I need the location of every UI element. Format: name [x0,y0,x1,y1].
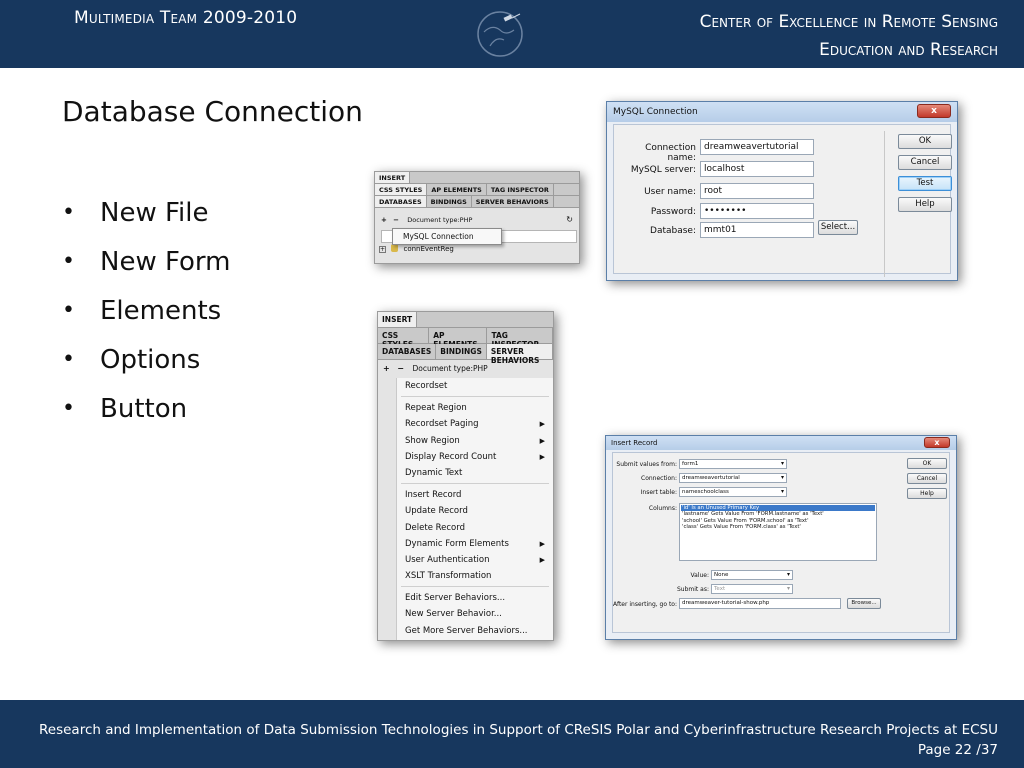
menu-item-label: Edit Server Behaviors... [405,593,506,604]
menu-item-label: New Server Behavior... [405,609,502,620]
dropdown-arrow-icon: ▾ [780,488,784,495]
tab-ap-elements[interactable]: AP [429,328,487,343]
menu-item-label: Update Record [405,506,468,517]
bullet-text: New File [100,197,209,228]
list-item[interactable]: 'class' Gets Value From 'FORM.class' as 'Text' [682,524,801,531]
tree-item-row [379,244,454,253]
bullet-text: New Form [100,246,231,277]
menu-item[interactable] [397,606,553,622]
mysql-connection-popup-item[interactable]: MySQL Connection [392,228,502,245]
bullet-dot-icon: • [62,200,75,225]
menu-item-label: Dynamic Form Elements [405,538,509,549]
connection-select[interactable] [679,473,787,483]
server-behaviors-panel [377,311,554,641]
tab-ap-elements[interactable]: AP ELEMENTS [427,184,487,195]
ok-button[interactable]: OK [907,458,947,469]
mysql-connection-dialog [606,101,958,281]
field-label: Submit values from: [616,461,677,468]
connection-name-input[interactable]: dreamweavertutorial [700,139,814,155]
menu-item-label: Show Region [405,435,460,446]
select-value: nameschoolclass [682,489,729,495]
submenu-arrow-icon: ▶ [539,539,545,548]
tab-bindings[interactable]: BINDINGS [427,196,472,207]
bullet-dot-icon: • [62,347,75,372]
field-label: MySQL server: [630,165,696,175]
tab-insert[interactable]: INSERT [375,172,410,183]
tab-databases[interactable]: DATABASES [378,344,436,359]
divider [884,131,885,277]
footer-text: Research and Implementation of Data Submission Technologies in Support of CReSIS Polar and Cyberinfrastructure Research Projects at ECSU [39,722,998,738]
tab-server-behaviors[interactable]: SERVER BEHAVIORS [472,196,554,207]
satellite-globe-logo-icon [474,6,526,58]
menu-item-label: Delete Record [405,522,465,533]
submit-as-select[interactable] [711,584,793,594]
bullet-list [62,188,230,433]
menu-item[interactable] [397,378,553,394]
databases-panel-small [374,171,580,264]
header-left-title: Multimedia Team 2009-2010 [74,8,298,28]
user-name-input[interactable]: root [700,183,814,199]
bullet-item [62,237,230,286]
field-label: User name: [644,187,696,197]
bullet-text: Elements [100,295,222,326]
refresh-icon[interactable]: ↻ [566,215,573,224]
after-inserting-input[interactable]: dreamweaver-tutorial-show.php [679,598,841,609]
panel-tabs-databases [375,196,579,208]
field-label: Insert table: [640,489,677,496]
menu-item[interactable] [397,590,553,606]
bullet-dot-icon: • [62,396,75,421]
tree-item-label[interactable]: connEventReg [403,245,454,253]
bullet-item [62,384,230,433]
menu-item[interactable] [397,568,553,584]
tab-bindings[interactable]: BINDINGS [436,344,487,359]
doc-type-label: Document type:PHP [407,216,473,224]
field-label: Database: [650,226,696,236]
insert-table-select[interactable] [679,487,787,497]
field-label: Submit as: [676,586,709,593]
field-label: Connection name: [645,143,696,163]
close-icon[interactable]: x [917,104,951,118]
panel-tabs-css [378,328,553,344]
password-input[interactable]: •••••••• [700,203,814,219]
menu-item[interactable] [397,465,553,481]
menu-item[interactable] [397,552,553,568]
footer-bar [0,700,1024,768]
list-item[interactable]: 'school' Gets Value From 'FORM.school' as 'Text' [682,517,809,524]
bullet-dot-icon: • [62,298,75,323]
mysql-server-input[interactable]: localhost [700,161,814,177]
menu-item[interactable] [397,433,553,449]
browse-button[interactable]: Browse... [847,598,881,609]
slide-title: Database Connection [62,95,363,128]
submenu-arrow-icon: ▶ [539,452,545,461]
bullet-dot-icon: • [62,249,75,274]
panel-tabs-css [375,184,579,196]
menu-item-label: Insert Record [405,490,462,501]
list-item[interactable]: 'lastname' Gets Value From 'FORM.lastname' as 'Text' [682,511,824,518]
submenu-arrow-icon: ▶ [539,436,545,445]
menu-item[interactable] [397,520,553,536]
menu-item-label: XSLT Transformation [405,571,492,582]
menu-item-label: Recordset Paging [405,419,479,430]
plus-icon[interactable]: + [381,216,387,224]
tab-databases[interactable]: DATABASES [375,196,427,207]
header-bar [0,0,1024,68]
expand-icon[interactable]: + [380,246,386,253]
bullet-item [62,286,230,335]
menu-item-label: Recordset [405,381,448,391]
dialog-titlebar [607,102,957,122]
panel-toolbar [381,216,472,224]
menu-item[interactable] [397,400,553,416]
tab-server-behaviors[interactable]: SERVER BEHAVIORS [487,344,553,359]
test-button[interactable]: Test [898,176,952,191]
dropdown-arrow-icon: ▾ [780,474,784,481]
help-button[interactable]: Help [907,488,947,499]
submenu-arrow-icon: ▶ [539,420,545,429]
cancel-button[interactable]: Cancel [898,155,952,170]
field-label: Connection: [641,475,677,482]
bullet-text: Options [100,344,201,375]
select-value: None [714,572,729,578]
panel-tabs-databases [378,344,553,365]
database-icon [391,244,398,252]
close-icon[interactable]: x [924,437,950,448]
dialog-title: Insert Record [611,439,658,447]
columns-list[interactable] [679,503,877,561]
menu-item-label: User Authentication [405,554,490,565]
help-button[interactable]: Help [898,197,952,212]
menu-item-label: Display Record Count [405,451,497,462]
plus-icon[interactable]: + [383,364,390,373]
field-label: After inserting, go to: [613,601,677,608]
bullet-text: Button [100,393,188,424]
minus-icon[interactable]: − [397,364,404,373]
cancel-button[interactable]: Cancel [907,473,947,484]
tab-tag-inspector[interactable]: TAG [487,328,553,343]
menu-item[interactable] [397,487,553,503]
tab-insert[interactable]: INSERT [378,312,417,327]
field-label: Value: [690,572,709,579]
minus-icon[interactable]: − [393,216,399,224]
field-label: Columns: [648,505,677,512]
menu-item[interactable] [397,623,553,639]
header-right-title [598,8,998,64]
select-value: Text [714,586,726,592]
tab-tag-inspector[interactable]: TAG INSPECTOR [487,184,554,195]
select-value: dreamweavertutorial [682,475,740,481]
tab-css-styles[interactable]: CSS STYLES [375,184,427,195]
tab-css-styles[interactable]: CSS [378,328,429,343]
dropdown-arrow-icon: ▾ [780,460,784,467]
submit-from-select[interactable] [679,459,787,469]
dialog-title: MySQL Connection [613,107,698,117]
bullet-item [62,335,230,384]
dropdown-arrow-icon: ▾ [786,571,790,578]
menu-item[interactable] [397,503,553,519]
select-database-button[interactable]: Select... [818,220,858,235]
menu-item-label: Repeat Region [405,403,467,414]
dialog-body [612,452,950,633]
menu-item-label: Dynamic Text [405,467,463,478]
server-behaviors-menu [396,378,553,640]
select-value: form1 [682,461,699,467]
field-label: Password: [650,207,696,217]
header-right-title-line2: Education and Research [819,40,998,60]
list-item[interactable]: 'id' Is an Unused Primary Key [681,505,875,511]
panel-toolbar [383,364,488,373]
panel-tabs-insert [378,312,553,328]
menu-item[interactable] [397,449,553,465]
submenu-arrow-icon: ▶ [539,555,545,564]
menu-item-label: Get More Server Behaviors... [405,625,528,636]
doc-type-label: Document type:PHP [412,364,488,373]
page-number: Page 22 /37 [917,742,998,758]
dropdown-arrow-icon: ▾ [786,585,790,592]
dialog-body [613,124,951,274]
header-right-title-line1: Center of Excellence in Remote Sensing [699,12,998,32]
menu-item[interactable] [397,536,553,552]
value-select[interactable] [711,570,793,580]
insert-record-dialog [605,435,957,640]
bullet-item [62,188,230,237]
dialog-titlebar [606,436,956,450]
ok-button[interactable]: OK [898,134,952,149]
panel-tabs-insert [375,172,579,184]
database-input[interactable]: mmt01 [700,222,814,238]
menu-item[interactable] [397,416,553,432]
